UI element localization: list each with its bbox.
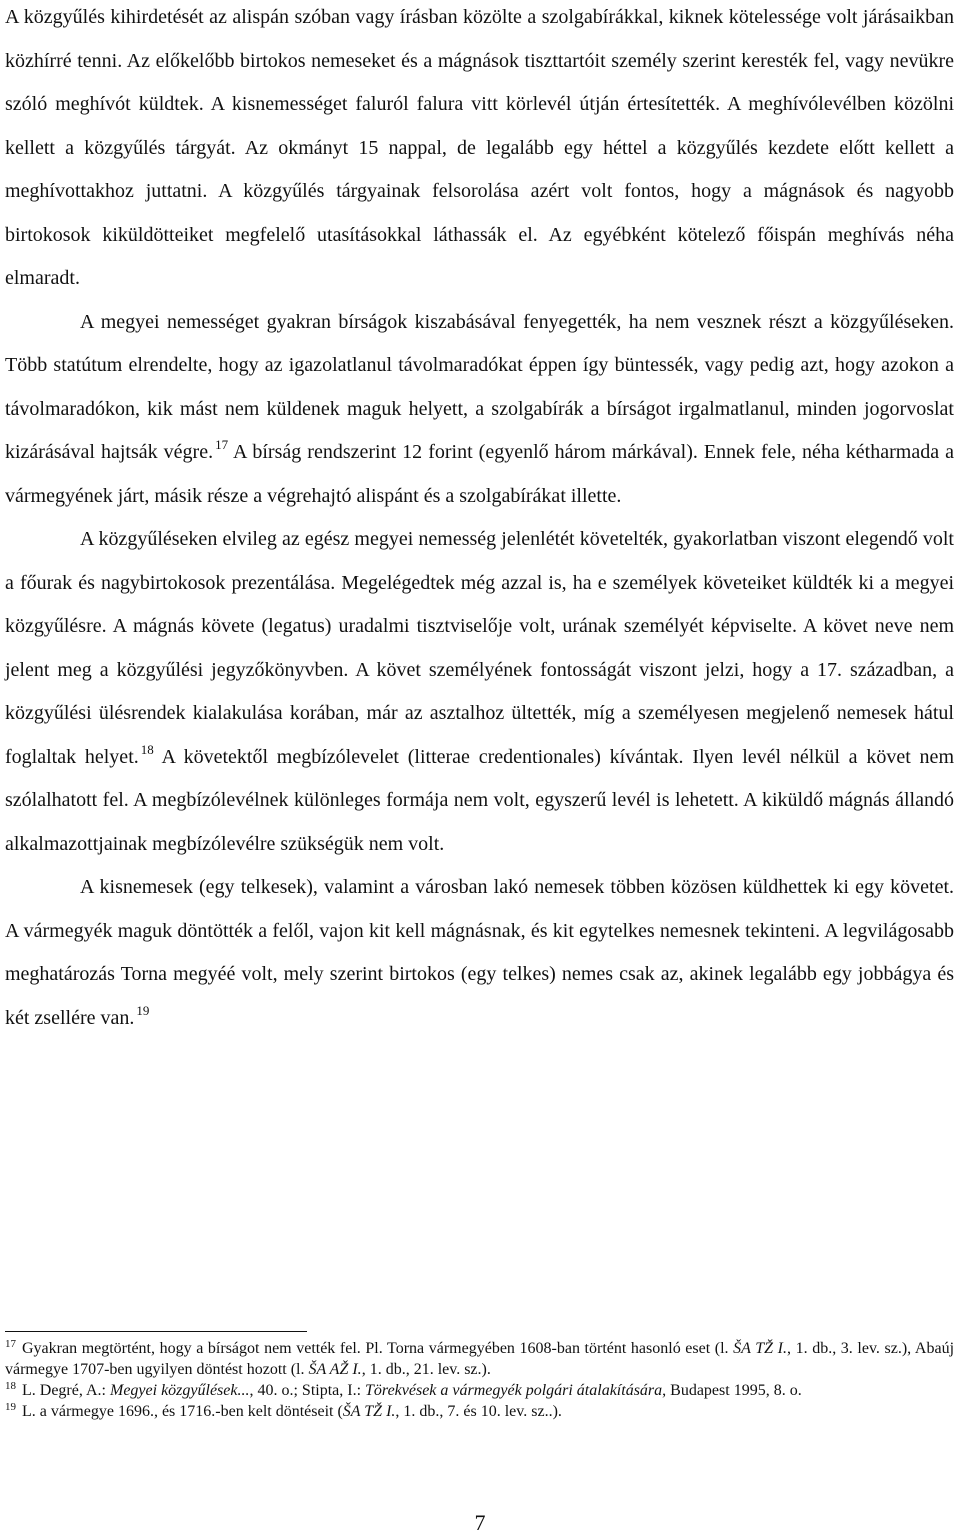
footnote-number: 19	[5, 1401, 16, 1413]
paragraph-1-text: A közgyűlés kihirdetését az alispán szóban vagy írásban közölte a szolgabírákkal, kiknek kötelessége volt járásaikban közhírré tenni. Az előkelőbb birtokos nemeseket és a mágnások tiszttartóit személy szerint keresték fel, vagy nevükre szóló meghívót küldtek. A kisnemességet faluról falura vitt körlevél útján értesítették. A meghívólevélben közölni kellett a közgyűlés tárgyát. Az okmányt 15 nappal, de legalább egy héttel a közgyűlés kezdete előtt kellett a meghívottakhoz juttatni. A közgyűlés tárgyainak felsorolása azért volt fontos, hogy a mágnások és nagyobb birtokosok kiküldötteiket megfelelő utasításokkal láthassák el. Az egyébként kötelező főispán meghívás néha elmaradt.	[5, 6, 954, 289]
footnote-text: L. Degré, A.:	[22, 1382, 110, 1399]
paragraph-3-text: A közgyűléseken elvileg az egész megyei nemesség jelenlétét követelték, gyakorlatban viszont elegendő volt a főurak és nagybirtokosok prezentálása. Megelégedtek még azzal is, ha e személyek követeiket küldték ki a megyei közgyűlésre. A mágnás követe (legatus) uradalmi tisztviselője volt, urának személyét képviselte. A követ neve nem jelent meg a közgyűlési jegyzőkönyvben. A követ személyének fontosságát viszont jelzi, hogy a 17. században, a közgyűlési ülésrendek kialakulása korában, már az asztalhoz ültették, míg a személyesen megjelenő nemesek hátul foglaltak helyet.	[5, 528, 954, 768]
paragraph-4-text: A kisnemesek (egy telkesek), valamint a városban lakó nemesek többen közösen küldhettek ki egy követet. A vármegyék maguk döntötték a felől, vajon kit kell mágnásnak, és kit egytelkes nemesnek tekinteni. A legvilágosabb meghatározás Torna megyéé volt, mely szerint birtokos (egy telkes) nemes csak az, akinek legalább egy jobbágya és két zsellére van.	[5, 876, 954, 1029]
footnote-text: , 40. o.; Stipta, I.:	[249, 1382, 366, 1399]
page-number: 7	[474, 1510, 486, 1535]
footnote-number: 18	[5, 1380, 16, 1392]
footnote-17	[5, 1338, 954, 1380]
footnote-number: 17	[5, 1338, 16, 1350]
footnote-citation: ŠA TŽ I.	[342, 1403, 396, 1420]
footnote-citation: Megyei közgyűlések...	[109, 1382, 250, 1399]
footnote-ref-17[interactable]: 17	[215, 437, 229, 452]
paragraph-2-text: A megyei nemességet gyakran bírságok kiszabásával fenyegették, ha nem vesznek részt a közgyűléseken. Több statútum elrendelte, hogy az igazolatlanul távolmaradókat éppen így büntessék, vagy pedig azt, hogy azokon a távolmaradókon, kik mást nem küldenek maguk helyett, a szolgabírák a bírságot irgalmatlanul, minden jogorvoslat kizárásával hajtsák végre.	[5, 310, 954, 463]
paragraph-2-text-after: A bírság rendszerint 12 forint (egyenlő három márkával). Ennek fele, néha kétharmada a vármegyének járt, másik része a végrehajtó alispánt és a szolgabírákat illette.	[5, 441, 954, 507]
footnotes	[5, 1338, 954, 1422]
paragraph-3-text-after: A követektől megbízólevelet (litterae credentionales) kívántak. Ilyen levél nélkül a követ nem szólalhatott fel. A megbízólevélnek különleges formája nem volt, egyszerű levél is lehetett. A kiküldő mágnás állandó alkalmazottjainak megbízólevélre szükségük nem volt.	[5, 745, 954, 855]
footnote-text: Gyakran megtörtént, hogy a bírságot nem vették fel. Pl. Torna vármegyében 1608-ban történt hasonló eset (l.	[22, 1340, 734, 1357]
footnote-text: , 1. db., 3. lev. sz.), Abaúj vármegye 1707-ben ugyilyen döntést hozott (l.	[5, 1340, 955, 1378]
footnote-citation: ŠA AŽ I.	[308, 1361, 362, 1378]
footnote-18	[5, 1380, 954, 1401]
paragraph-1	[5, 0, 954, 301]
paragraph-4	[5, 866, 954, 1040]
footnote-text: , 1. db., 21. lev. sz.).	[361, 1361, 491, 1378]
paragraph-2	[5, 301, 954, 519]
footnote-ref-18[interactable]: 18	[140, 741, 154, 757]
document-page	[5, 0, 954, 1040]
footnote-ref-19[interactable]: 19	[136, 1002, 150, 1018]
footnote-citation: ŠA TŽ I.	[733, 1340, 787, 1357]
footnote-text: L. a vármegye 1696., és 1716.-ben kelt döntéseit (	[22, 1403, 343, 1420]
footnote-citation: Törekvések a vármegyék polgári átalakítására	[365, 1382, 663, 1399]
footnote-separator	[5, 1331, 307, 1332]
body-text	[5, 0, 954, 1040]
footnote-text: , Budapest 1995, 8. o.	[662, 1382, 802, 1399]
paragraph-3	[5, 518, 954, 866]
footnote-text: , 1. db., 7. és 10. lev. sz..).	[395, 1403, 562, 1420]
footnote-19	[5, 1401, 954, 1422]
